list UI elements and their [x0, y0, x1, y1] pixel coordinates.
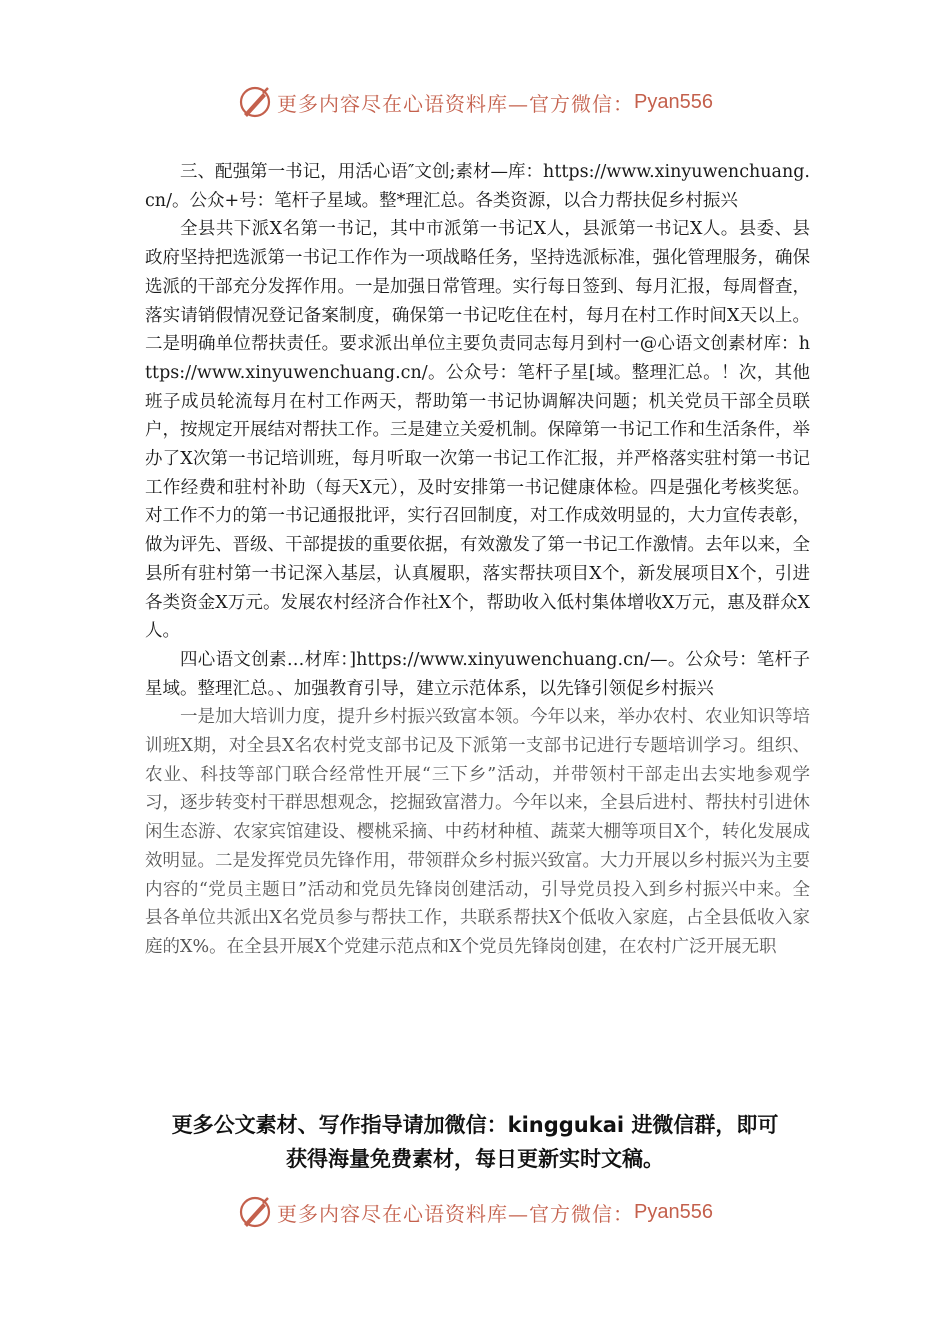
banner-text: 更多内容尽在心语资料库—官方微信：	[277, 1201, 635, 1226]
document-body	[145, 158, 810, 962]
banner-wechat-id: Pyan556	[634, 90, 713, 113]
banner-text: 更多内容尽在心语资料库—官方微信：	[277, 91, 635, 116]
section-3-body: 全县共下派X名第一书记，其中市派第一书记X人，县派第一书记X人。县委、县政府坚持把选派第一书记工作作为一项战略任务，坚持选派标准，强化管理服务，确保选派的干部充分发挥作用。一是加强日常管理。实行每日签到、每月汇报，每周督查，落实请销假情况登记备案制度，确保第一书记吃住在村，每月在村工作时间X天以上。二是明确单位帮扶责任。要求派出单位主要负责同志每月到村一@心语文创素材库：https://www.xinyuwenchuang.cn/。公众号：笔杆子星[域。整理汇总。！次，其他班子成员轮流每月在村工作两天，帮助第一书记协调解决问题；机关党员干部全员联户，按规定开展结对帮扶工作。三是建立关爱机制。保障第一书记工作和生活条件，举办了X次第一书记培训班，每月听取一次第一书记工作汇报，并严格落实驻村第一书记工作经费和驻村补助（每天X元），及时安排第一书记健康体检。四是强化考核奖惩。对工作不力的第一书记通报批评，实行召回制度，对工作成效明显的，大力宣传表彰，做为评先、晋级、干部提拔的重要依据，有效激发了第一书记工作激情。去年以来，全县所有驻村第一书记深入基层，认真履职，落实帮扶项目X个，新发展项目X个，引进各类资金X万元。发展农村经济合作社X个，帮助收入低村集体增收X万元，惠及群众X人。	[145, 219, 810, 642]
footer-watermark-banner	[0, 1192, 950, 1232]
banner-wechat-id: Pyan556	[634, 1200, 713, 1223]
section-4-heading: 四心语文创素…材库：]https://www.xinyuwenchuang.cn/—。公众号：笔杆子星域。整理汇总。、加强教育引导，建立示范体系，以先锋引领促乡村振兴	[145, 649, 810, 699]
section-3-heading: 三、配强第一书记，用活心语″文创;素材—库：https://www.xinyuwenchuang.cn/。公众+号：笔杆子星域。整*理汇总。各类资源，以合力帮扶促乡村振兴	[145, 162, 810, 211]
footer-promo-note	[0, 1108, 950, 1176]
footer-line-1: 更多公文素材、写作指导请加微信：kinggukai 进微信群，即可	[171, 1113, 779, 1137]
section-4-body: 一是加大培训力度，提升乡村振兴致富本领。今年以来，举办农村、农业知识等培训班X期，对全县X名农村党支部书记及下派第一支部书记进行专题培训学习。组织、农业、科技等部门联合经常性开展“三下乡”活动，并带领村干部走出去实地参观学习，逐步转变村干群思想观念，挖掘致富潜力。今年以来，全县后进村、帮扶村引进休闲生态游、农家宾馆建设、樱桃采摘、中药材种植、蔬菜大棚等项目X个，转化发展成效明显。二是发挥党员先锋作用，带领群众乡村振兴致富。大力开展以乡村振兴为主要内容的“党员主题日”活动和党员先锋岗创建活动，引导党员投入到乡村振兴中来。全县各单位共派出X名党员参与帮扶工作，共联系帮扶X个低收入家庭，占全县低收入家庭的X%。在全县开展X个党建示范点和X个党员先锋岗创建，在农村广泛开展无职	[145, 707, 810, 957]
pen-logo-icon	[237, 84, 273, 120]
footer-line-2: 获得海量免费素材，每日更新实时文稿。	[286, 1147, 664, 1171]
pen-logo-icon	[237, 1194, 273, 1230]
header-watermark-banner	[0, 82, 950, 122]
